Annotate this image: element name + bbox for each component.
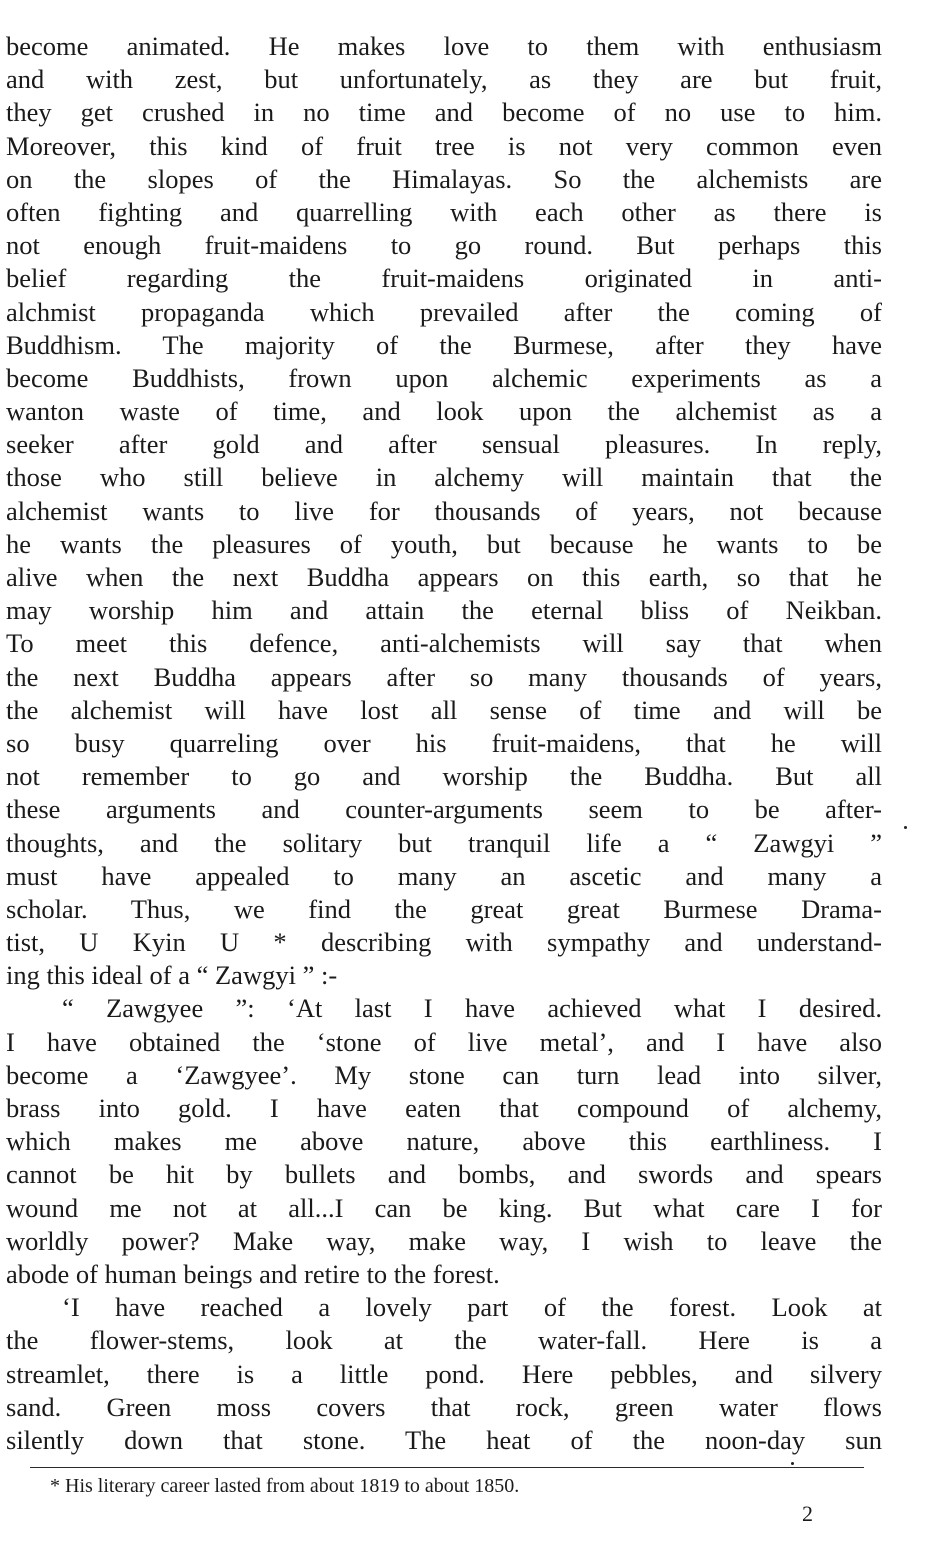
text-line: “ Zawgyee ”: ‘At last I have achieved what I desired. [62,993,882,1024]
text-line: seeker after gold and after sensual pleasures. In reply, [6,429,882,460]
text-line: and with zest, but unfortunately, as they are but fruit, [6,64,882,95]
text-line: the alchemist will have lost all sense of time and will be [6,694,882,725]
text-line: become Buddhists, frown upon alchemic experiments as a [6,362,882,393]
stray-dot [904,826,907,829]
text-line: not remember to go and worship the Buddha. But all [6,761,882,792]
text-line: they get crushed in no time and become of no use to him. [6,97,882,128]
text-line: alive when the next Buddha appears on this earth, so that he [6,562,882,592]
text-line: the flower-stems, look at the water-fall. Here is a [6,1325,882,1356]
text-line: must have appealed to many an ascetic and many a [6,860,882,891]
text-line: ‘I have reached a lovely part of the forest. Look at [62,1292,882,1323]
text-line: tist, U Kyin U * describing with sympathy and understand- [6,927,882,958]
text-line: wanton waste of time, and look upon the alchemist as a [6,396,882,427]
text-line: on the slopes of the Himalayas. So the alchemists are [6,163,882,194]
text-line: he wants the pleasures of youth, but because he wants to be [6,528,882,559]
text-line: often fighting and quarrelling with each other as there is [6,196,882,227]
text-line: worldly power? Make way, make way, I wish to leave the [6,1225,882,1256]
text-line: wound me not at all...I can be king. But what care I for [6,1192,882,1223]
text-line: become animated. He makes love to them with enthusiasm [6,31,882,61]
text-line: ing this ideal of a “ Zawgyi ” :- [6,960,338,991]
text-line: Buddhism. The majority of the Burmese, after they have [6,329,882,360]
text-line: thoughts, and the solitary but tranquil life a “ Zawgyi ” [6,827,882,858]
body-text [6,30,882,1457]
page-number: 2 [802,1501,813,1526]
text-line: which makes me above nature, above this earthliness. I [6,1126,882,1157]
text-line: not enough fruit-maidens to go round. But perhaps this [6,230,882,261]
footnote-divider [30,1467,864,1468]
text-line: abode of human beings and retire to the forest. [6,1258,500,1289]
text-line: Moreover, this kind of fruit tree is not very common even [6,130,882,161]
text-line: alchemist wants to live for thousands of years, not because [6,495,882,526]
text-line: alchmist propaganda which prevailed after the coming of [6,296,882,327]
text-line: belief regarding the fruit-maidens originated in anti- [6,263,882,294]
text-line: sand. Green moss covers that rock, green water flows [6,1391,882,1422]
text-line: brass into gold. I have eaten that compound of alchemy, [6,1093,882,1123]
text-line: those who still believe in alchemy will maintain that the [6,462,882,493]
text-line: silently down that stone. The heat of the noon-day sun [6,1424,882,1455]
text-line: may worship him and attain the eternal bliss of Neikban. [6,595,882,626]
text-line: scholar. Thus, we find the great great Burmese Drama- [6,893,882,924]
text-line: the next Buddha appears after so many thousands of years, [6,661,882,692]
text-line: streamlet, there is a little pond. Here pebbles, and silvery [6,1358,882,1389]
text-line: cannot be hit by bullets and bombs, and swords and spears [6,1159,882,1190]
text-line: To meet this defence, anti-alchemists will say that when [6,628,882,659]
footnote: * His literary career lasted from about 1819 to about 1850. [50,1475,520,1497]
text-line: these arguments and counter-arguments seem to be after- [6,794,882,825]
stray-dot [791,1462,794,1465]
text-line: become a ‘Zawgyee’. My stone can turn lead into silver, [6,1059,882,1090]
text-line: so busy quarreling over his fruit-maidens, that he will [6,727,882,758]
text-line: I have obtained the ‘stone of live metal’, and I have also [6,1026,882,1057]
